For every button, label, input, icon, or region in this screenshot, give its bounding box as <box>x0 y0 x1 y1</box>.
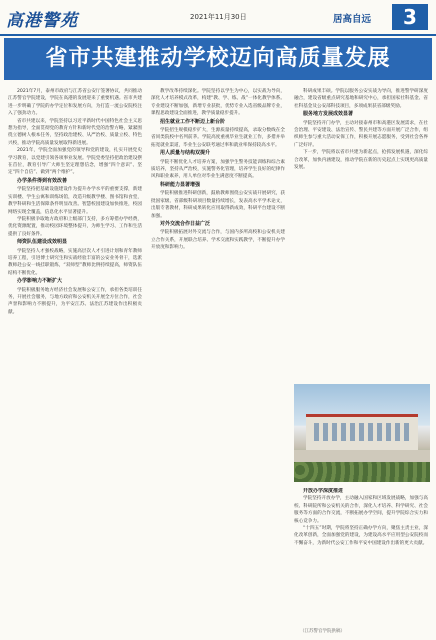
paragraph: 下一步，学院将以省市共建为新起点，抢抓发展机遇，深化综合改革，加快内涵建设，推动学院在新的历史起点上实现更高质量发展。 <box>294 150 428 171</box>
campus-building <box>306 414 418 451</box>
campus-trees <box>294 462 430 482</box>
paragraph: 学院不断优化人才培养方案，加强学生警务技能训练和综合素质培养，坚持从严治校，实施警务化管理，培养学生良好的纪律作风和职业素养，用人单位对毕业生满意度不断提高。 <box>151 159 285 180</box>
subheading: 办学影响力不断扩大 <box>17 278 63 285</box>
paragraph: 学院积极推进科研创新，鼓励教师围绕公安实战开展研究，获批国家级、省部级科研项目数量持续增长，发表高水平学术论文，出版专著教材，科研成果转化应用取得新成效，科研平台建设不断加强。 <box>151 191 285 219</box>
paragraph: 学院坚持人才强校战略，实施高层次人才引进计划和青年教师培养工程，引进博士研究生和实战经验丰富的公安业务骨干，选派教师赴公安一线挂职锻炼，“双师型”教师比例持续提高，师资队伍结构不断优化。 <box>8 248 142 276</box>
headline-banner <box>4 38 432 80</box>
paragraph: 2021年，学院全面加强党的领导和党的建设，扎实开展党史学习教育，以党建引领各项事业发展。学院党委坚持把政治建设摆在首位，教育引导广大师生坚定理想信念，增强“四个意识”、坚定“四个自信”、做到“两个维护”。 <box>8 148 142 176</box>
subheading: 开放办学深度推进 <box>303 488 344 494</box>
paragraph: 学院招生规模稳步扩大，生源质量持续提高，录取分数线在全省同类院校中名列前茅。学院高度重视毕业生就业工作，多措并举拓宽就业渠道，毕业生公安联考通过率和就业率保持较高水平。 <box>151 128 285 148</box>
article-source: （江苏警官学院供稿） <box>300 629 345 634</box>
subheading: 服务地方发展成效显著 <box>303 111 354 118</box>
paragraph: 2021年7月，泰州市政府与江苏省公安厅签署协议，共同推动江苏警官学院建设，学院在高港的发展迎来了重要机遇。省市共建进一步明确了学院的办学定位和发展方向，为打造一流公安院校注入了强劲动力。 <box>8 89 142 117</box>
article-column-3 <box>294 88 428 378</box>
paragraph: 学院积极拓展对外交流与合作，与国内多所高校和公安机关建立合作关系，开展联合培养、学术交流和实践教学，不断提升办学开放度和影响力。 <box>151 230 285 251</box>
masthead <box>0 0 436 36</box>
subheading: 师资队伍建设成效明显 <box>17 239 68 246</box>
paragraph: 学院坚持开放办学，主动融入国家和区域发展战略，加强与高校、科研院所和公安机关的合作，深化人才培养、科学研究、社会服务等方面的合作交流，不断拓展办学空间，提升学院综合实力和核心竞争力。 <box>294 496 428 524</box>
issue-date: 2021年11月30日 <box>190 13 247 21</box>
campus-photo <box>294 384 430 482</box>
subheading: 对外交流合作日益广泛 <box>160 220 211 227</box>
headline: 省市共建推动学校迈向高质量发展 <box>45 46 391 71</box>
paragraph: 学院坚持开门办学，主动对接泰州市和高港区发展需求，在社会治理、平安建设、法治宣传、警民共建等方面开展广泛合作，组织师生参与重大活动安保工作，积极开展志愿服务，受到社会各界广泛好评。 <box>294 120 428 148</box>
paragraph: “十四五”时期，学院将坚持正确办学方向，聚焦主责主业，深化改革创新，全面加强党的建设，为建设高水平应用型公安院校而不懈奋斗，为新时代公安工作和平安中国建设作出新的更大贡献。 <box>294 526 428 546</box>
subheading: 科研能力显著增强 <box>160 181 201 188</box>
article-column-1 <box>8 88 142 624</box>
newspaper-title: 高港警苑 <box>6 11 78 31</box>
article-column-2 <box>151 88 285 624</box>
paragraph: 学院坚持把基础设施建设作为提升办学水平的重要支撑，新建实训楼、学生公寓和训练场馆，改造升级教学楼、图书馆和食堂，教学科研和生活保障条件明显改善。智慧校园建设加快推进，校园网络实现全覆盖，信息化水平显著提升。 <box>8 187 142 215</box>
paragraph: 科研成果丰硕。学院以服务公安实战为导向，推进警学研深度融合，建设省级重点研究基地和研究中心，承担国家社科基金、省社科基金及公安部科技项目，多项成果获省部级奖励。 <box>294 89 428 109</box>
paragraph: 省市共建以来，学院坚持以习近平新时代中国特色社会主义思想为指导，全面贯彻党的教育方针和新时代党的治警方略，紧紧围绕立德树人根本任务，坚持政治建校、从严治校、质量立校、特色兴校，推动学院高质量发展取得新进展。 <box>8 118 142 146</box>
paragraph: 学院积极争取地方政府和上级部门支持，多方筹措办学经费，优化资源配置，推动校园环境整体提升，为师生学习、工作和生活提供了良好条件。 <box>8 216 142 237</box>
subheading: 办学条件得到有效改善 <box>17 177 68 184</box>
section-name: 居高自远 <box>333 14 372 25</box>
subheading: 招生就业工作不断迈上新台阶 <box>160 118 226 125</box>
article-column-3-lower <box>294 488 428 616</box>
page-number: 3 <box>392 4 428 30</box>
paragraph: 学院积极服务地方经济社会发展和公安工作，承担各类培训任务，开展社会服务，与地方政府和公安机关开展全方位合作，社会声誉和影响力不断提升，为平安江苏、法治江苏建设作出积极贡献。 <box>8 287 142 315</box>
subheading: 用人质量与结构双提升 <box>160 150 211 157</box>
paragraph: 教学改革持续深化。学院坚持以学生为中心，以实战为导向，深化人才培养模式改革，构建“教、学、练、战”一体化教学体系。专业建设不断加强，新增专业获批，优势专业入选省级品牌专业，课程思政建设全面推进，教学质量稳步提升。 <box>151 89 285 117</box>
